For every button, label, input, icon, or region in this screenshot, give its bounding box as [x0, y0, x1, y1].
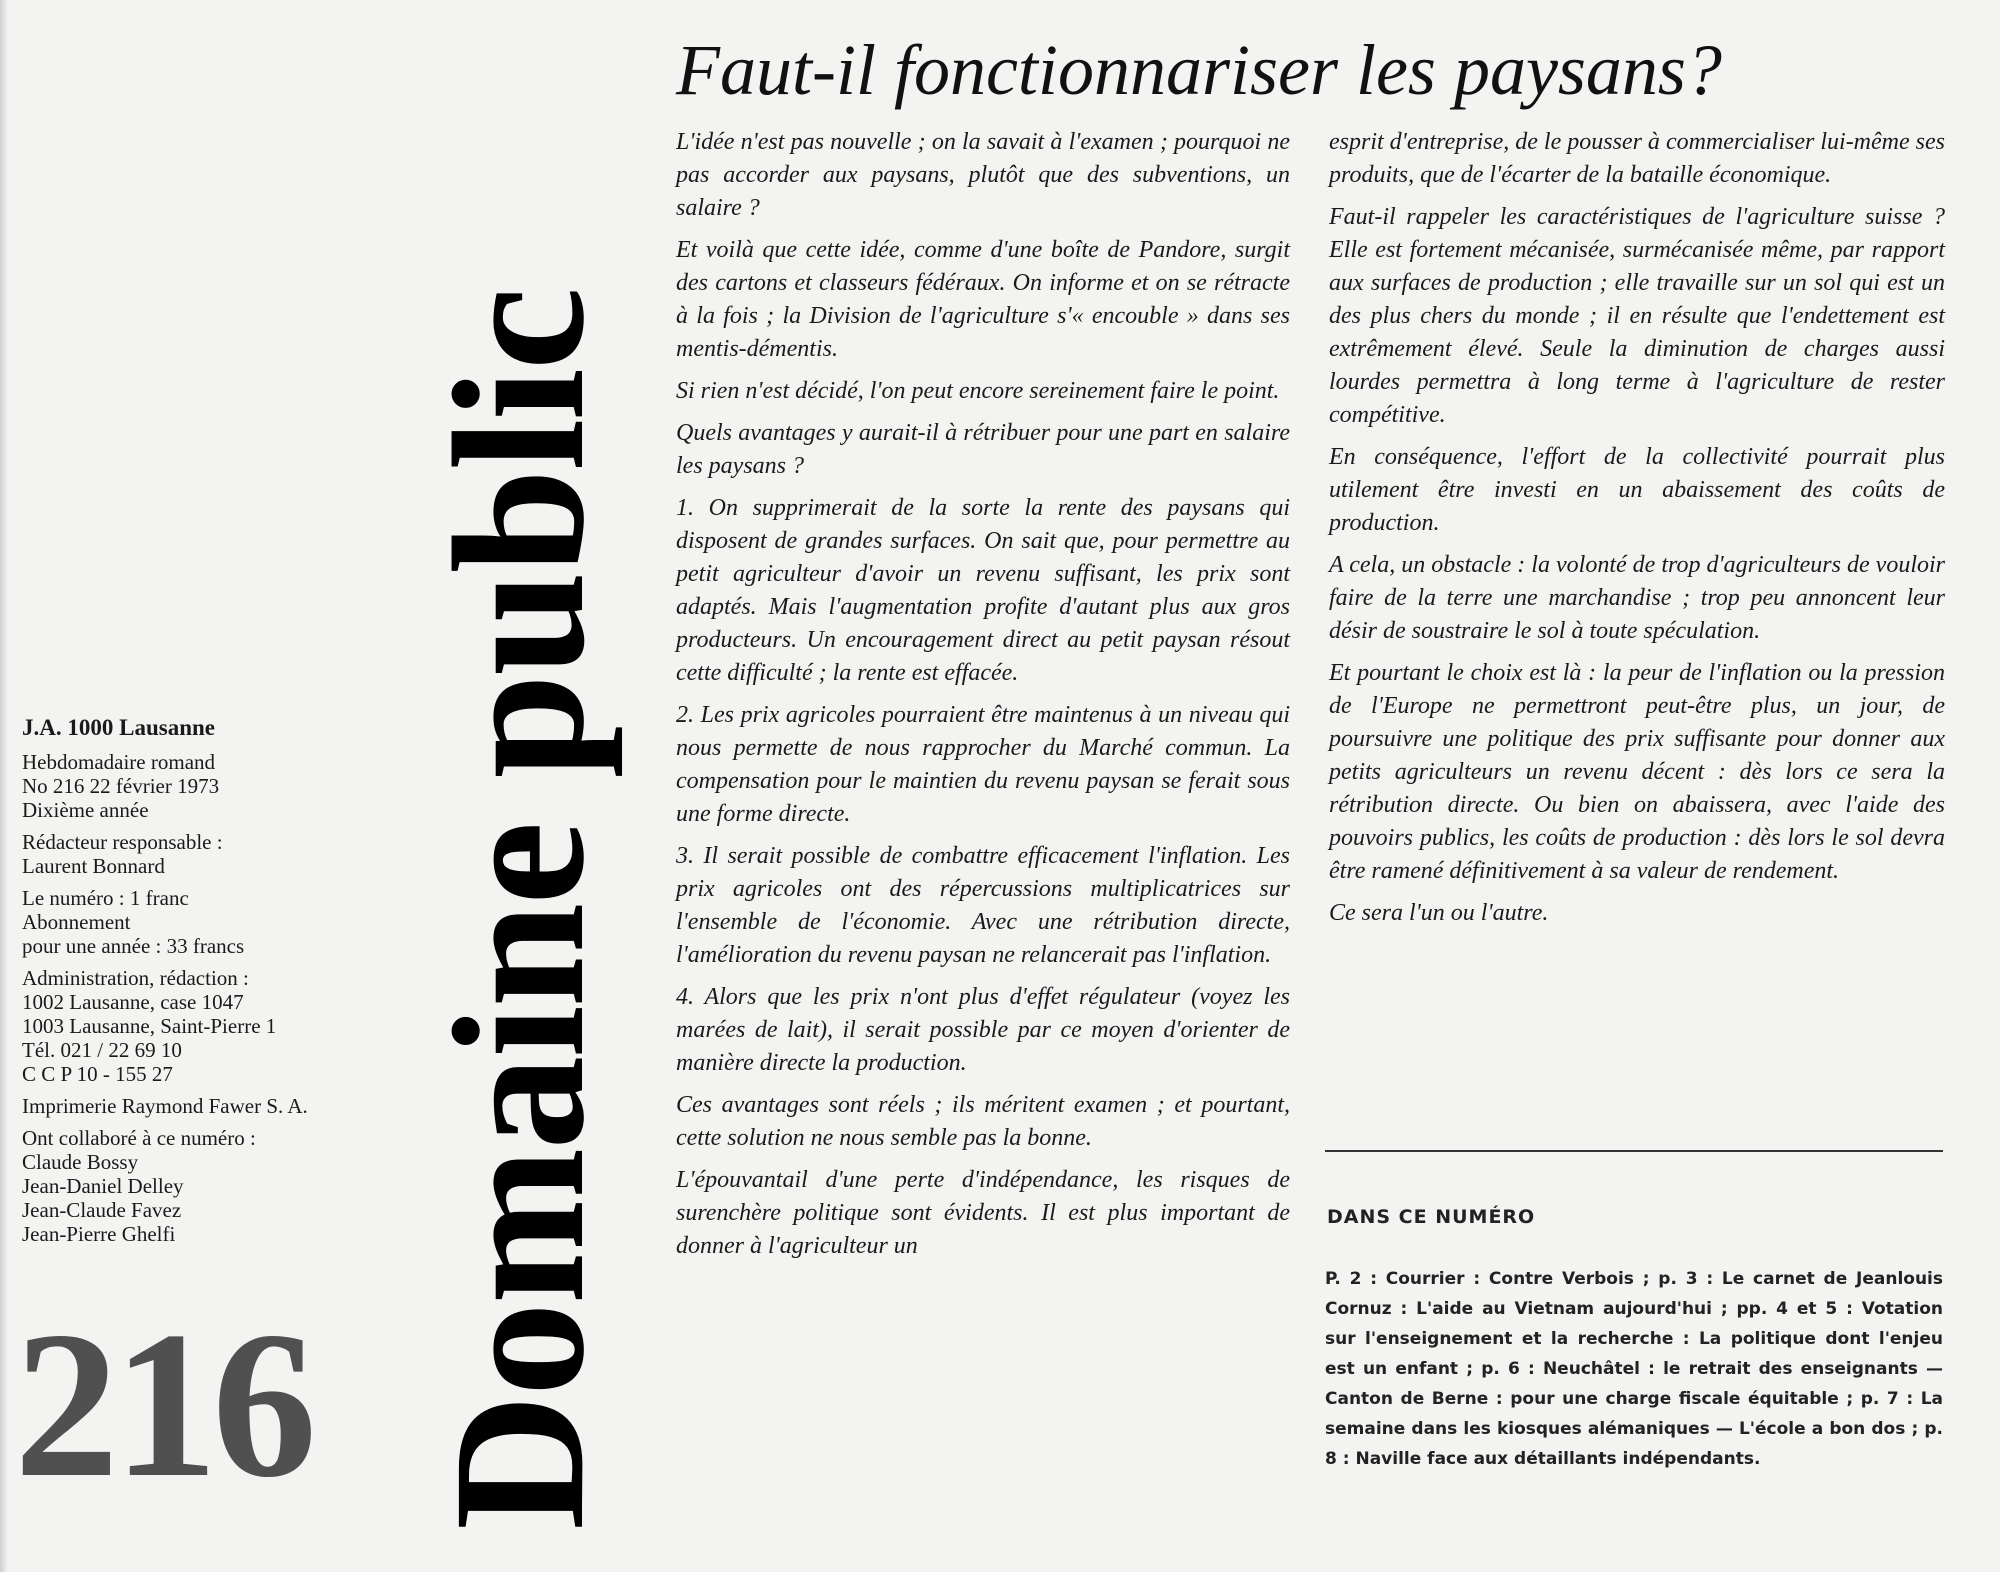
contributor-name: Jean-Claude Favez [22, 1198, 182, 1222]
article-headline: Faut-il fonctionnariser les paysans? [676, 30, 1722, 110]
address-line: 1003 Lausanne, Saint-Pierre 1 [22, 1014, 277, 1038]
editor-label: Rédacteur responsable : [22, 830, 223, 854]
page-edge [0, 0, 8, 1572]
contributor-name: Jean-Daniel Delley [22, 1174, 184, 1198]
pricing-line: Abonnement [22, 910, 131, 934]
pricing-line: Le numéro : 1 franc [22, 886, 189, 910]
article-paragraph: 2. Les prix agricoles pourraient être maintenus à un niveau qui nous permette de nous rapprocher du Marché commun. La compensation pour le maintien du revenu paysan se ferait sous une forme directe. [676, 702, 1290, 827]
publication-info [22, 750, 412, 822]
address-line: 1002 Lausanne, case 1047 [22, 990, 244, 1014]
editor-info [22, 830, 412, 878]
publication-line: Hebdomadaire romand [22, 750, 216, 774]
printer-name: Imprimerie Raymond Fawer S. A. [22, 1094, 308, 1118]
article-paragraph: Et pourtant le choix est là : la peur de l'inflation ou la pression de l'Europe ne permettront peut-être plus, un jour, de poursuivre une politique des prix suffisante pour donner aux petits agriculteurs un revenu décent : dès lors ce sera la rétribution directe. Ou bien on abaissera, avec l'aide des pouvoirs publics, les coûts de production : dès lors le sol devra être ramené définitivement à sa valeur de rendement. [1329, 660, 1945, 884]
article-paragraph: Quels avantages y aurait-il à rétribuer pour une part en salaire les paysans ? [676, 420, 1290, 479]
publication-line: Dixième année [22, 798, 149, 822]
address-line: C C P 10 - 155 27 [22, 1062, 173, 1086]
article-paragraph: 1. On supprimerait de la sorte la rente des paysans qui disposent de grandes surfaces. On sait que, pour permettre au petit agriculteur d'avoir un revenu suffisant, les prix sont adaptés. Mais l'augmentation profite d'autant plus aux gros producteurs. Un encouragement direct au petit paysan résout cette difficulté ; la rente est effacée. [676, 495, 1290, 686]
article-paragraph: Ces avantages sont réels ; ils méritent examen ; et pourtant, cette solution ne nous semble pas la bonne. [676, 1092, 1290, 1151]
section-divider [1325, 1150, 1943, 1152]
article-paragraph: Et voilà que cette idée, comme d'une boîte de Pandore, surgit des cartons et classeurs fédéraux. On informe et on se rétracte à la fois ; la Division de l'agriculture s'« encouble » dans ses mentis-démentis. [676, 237, 1290, 362]
contributors-info [22, 1126, 412, 1246]
article-paragraph: Si rien n'est décidé, l'on peut encore sereinement faire le point. [676, 378, 1280, 404]
contributor-name: Claude Bossy [22, 1150, 139, 1174]
printer-info [22, 1094, 412, 1118]
toc-heading: DANS CE NUMÉRO [1327, 1206, 1536, 1228]
publication-logo: Domaine public [414, 288, 623, 1530]
article-paragraph: A cela, un obstacle : la volonté de trop d'agriculteurs de vouloir faire de la terre une marchandise ; trop peu annoncent leur désir de soustraire le sol à toute spéculation. [1329, 552, 1945, 644]
pricing-line: pour une année : 33 francs [22, 934, 245, 958]
article-column-2 [1329, 126, 1945, 939]
contributor-name: Jean-Pierre Ghelfi [22, 1222, 176, 1246]
article-paragraph: 3. Il serait possible de combattre efficacement l'inflation. Les prix agricoles ont des répercussions multiplicatrices sur l'ensemble de l'économie. Avec une rétribution directe, l'amélioration du revenu paysan ne relancerait pas l'inflation. [676, 843, 1290, 968]
article-paragraph: 4. Alors que les prix n'ont plus d'effet régulateur (voyez les marées de lait), il serait possible par ce moyen d'orienter de manière directe la production. [676, 984, 1290, 1076]
article-paragraph: Faut-il rappeler les caractéristiques de l'agriculture suisse ? Elle est fortement mécanisée, surmécanisée même, par rapport aux surfaces de production ; elle travaille sur un sol qui est un des plus chers du monde ; il en résulte que l'endettement est extrêmement élevé. Seule la diminution de charges aussi lourdes permettra à long terme à l'agriculture de rester compétitive. [1329, 204, 1945, 428]
address-line: Tél. 021 / 22 69 10 [22, 1038, 182, 1062]
masthead-title-line: J.A. 1000 Lausanne [22, 715, 215, 740]
publication-line: No 216 22 février 1973 [22, 774, 220, 798]
article-paragraph: L'épouvantail d'une perte d'indépendance, les risques de surenchère politique sont évidents. Il est plus important de donner à l'agriculteur un [676, 1167, 1290, 1259]
issue-number: 216 [14, 1289, 311, 1521]
article-paragraph: En conséquence, l'effort de la collectivité pourrait plus utilement être investi en un abaissement des coûts de production. [1329, 444, 1945, 536]
article-column-1 [676, 126, 1290, 1272]
address-info [22, 966, 412, 1086]
masthead-info [22, 716, 412, 1254]
pricing-info [22, 886, 412, 958]
toc-body: P. 2 : Courrier : Contre Verbois ; p. 3 : Le carnet de Jeanlouis Cornuz : L'aide au Vietnam aujourd'hui ; pp. 4 et 5 : Votation sur l'enseignement et la recherche : La politique dont l'enjeu est un enfant ; p. 6 : Neuchâtel : le retrait des enseignants — Canton de Berne : pour une charge fiscale équitable ; p. 7 : La semaine dans les kiosques alémaniques — L'école a bon dos ; p. 8 : Naville face aux détaillants indépendants. [1325, 1269, 1943, 1469]
article-paragraph: L'idée n'est pas nouvelle ; on la savait à l'examen ; pourquoi ne pas accorder aux paysans, plutôt que des subventions, un salaire ? [676, 129, 1290, 221]
article-paragraph: esprit d'entreprise, de le pousser à commercialiser lui-même ses produits, que de l'écarter de la bataille économique. [1329, 129, 1945, 188]
address-line: Administration, rédaction : [22, 966, 249, 990]
contributors-label: Ont collaboré à ce numéro : [22, 1126, 256, 1150]
article-paragraph: Ce sera l'un ou l'autre. [1329, 900, 1549, 926]
editor-name: Laurent Bonnard [22, 854, 165, 878]
